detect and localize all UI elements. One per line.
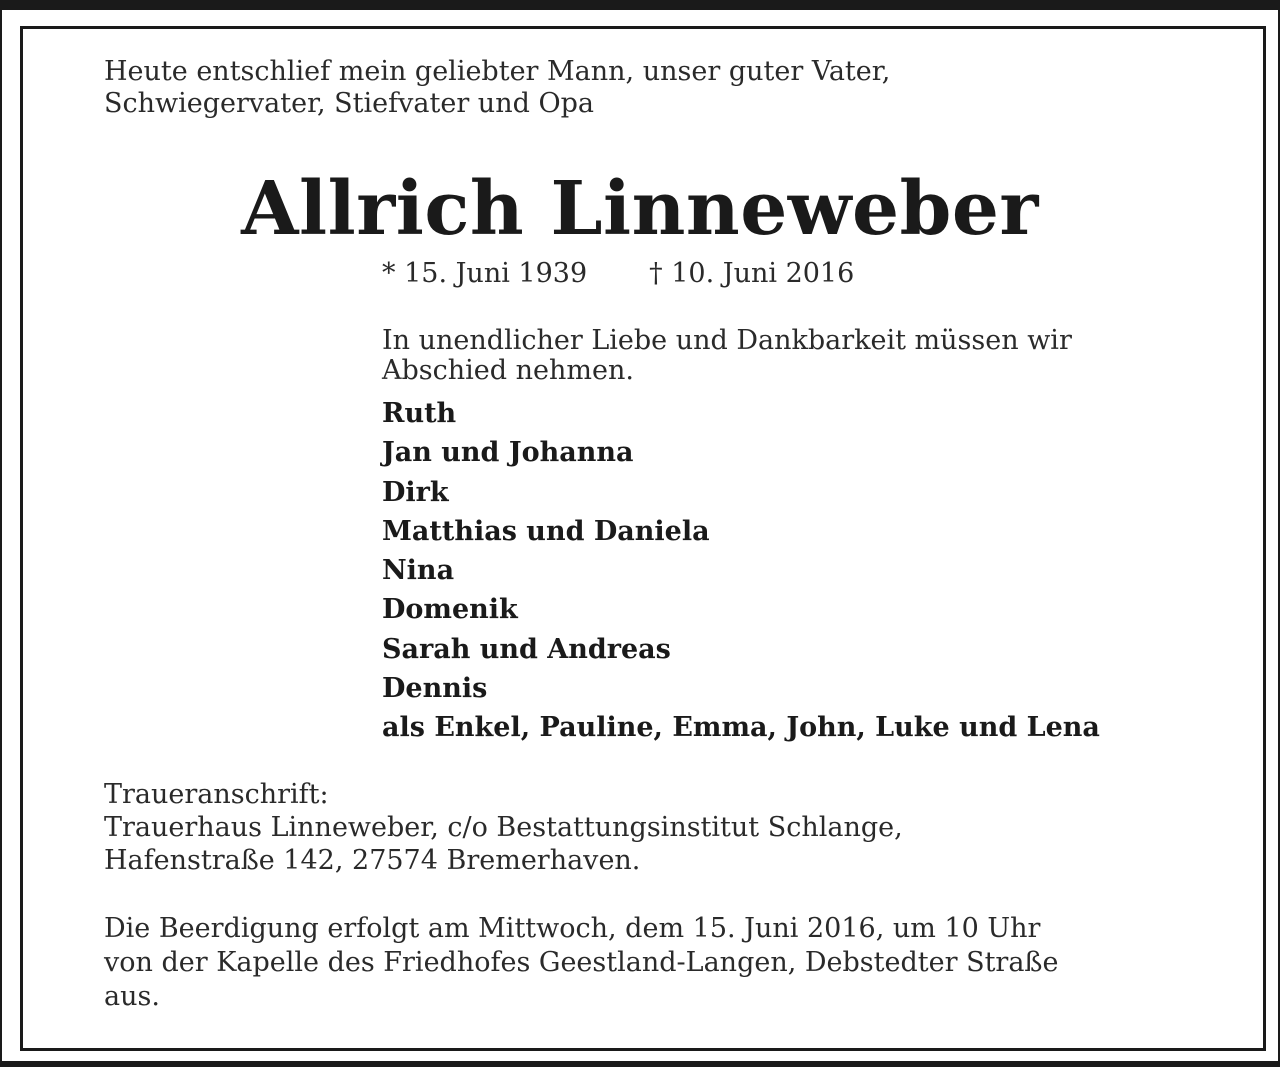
address-line-1: Trauerhaus Linneweber, c/o Bestattungsinstitut Schlange, xyxy=(104,812,903,843)
mourner-item: Jan und Johanna xyxy=(382,437,634,469)
deceased-name: Allrich Linneweber xyxy=(241,166,1039,252)
funeral-line-2: von der Kapelle des Friedhofes Geestland-Langen, Debstedter Straße xyxy=(104,947,1059,978)
birth-date: * 15. Juni 1939 xyxy=(382,258,588,289)
mourners-list xyxy=(382,394,1100,748)
intro-line-1: Heute entschlief mein geliebter Mann, unser guter Vater, xyxy=(104,56,891,87)
intro-line-2: Schwiegervater, Stiefvater und Opa xyxy=(104,88,594,119)
mourning-address xyxy=(104,778,903,877)
life-dates xyxy=(382,256,854,292)
funeral-line-1: Die Beerdigung erfolgt am Mittwoch, dem 15. Juni 2016, um 10 Uhr xyxy=(104,913,1041,944)
address-heading: Traueranschrift: xyxy=(104,779,329,810)
death-date: † 10. Juni 2016 xyxy=(649,258,855,289)
mourner-item: als Enkel, Pauline, Emma, John, Luke und Lena xyxy=(382,712,1100,744)
address-line-2: Hafenstraße 142, 27574 Bremerhaven. xyxy=(104,845,641,876)
funeral-notice xyxy=(104,912,1058,1014)
mourner-item: Dennis xyxy=(382,673,488,705)
farewell-line-2: Abschied nehmen. xyxy=(382,355,634,386)
mourner-item: Dirk xyxy=(382,476,449,508)
farewell-line-1: In unendlicher Liebe und Dankbarkeit müssen wir xyxy=(382,325,1072,356)
mourner-item: Ruth xyxy=(382,398,457,429)
farewell-text xyxy=(382,326,1072,386)
intro-text xyxy=(104,56,890,120)
mourner-item: Sarah und Andreas xyxy=(382,633,671,665)
mourner-item: Domenik xyxy=(382,594,518,626)
mourner-item: Nina xyxy=(382,555,455,587)
funeral-line-3: aus. xyxy=(104,981,160,1012)
mourner-item: Matthias und Daniela xyxy=(382,515,710,547)
